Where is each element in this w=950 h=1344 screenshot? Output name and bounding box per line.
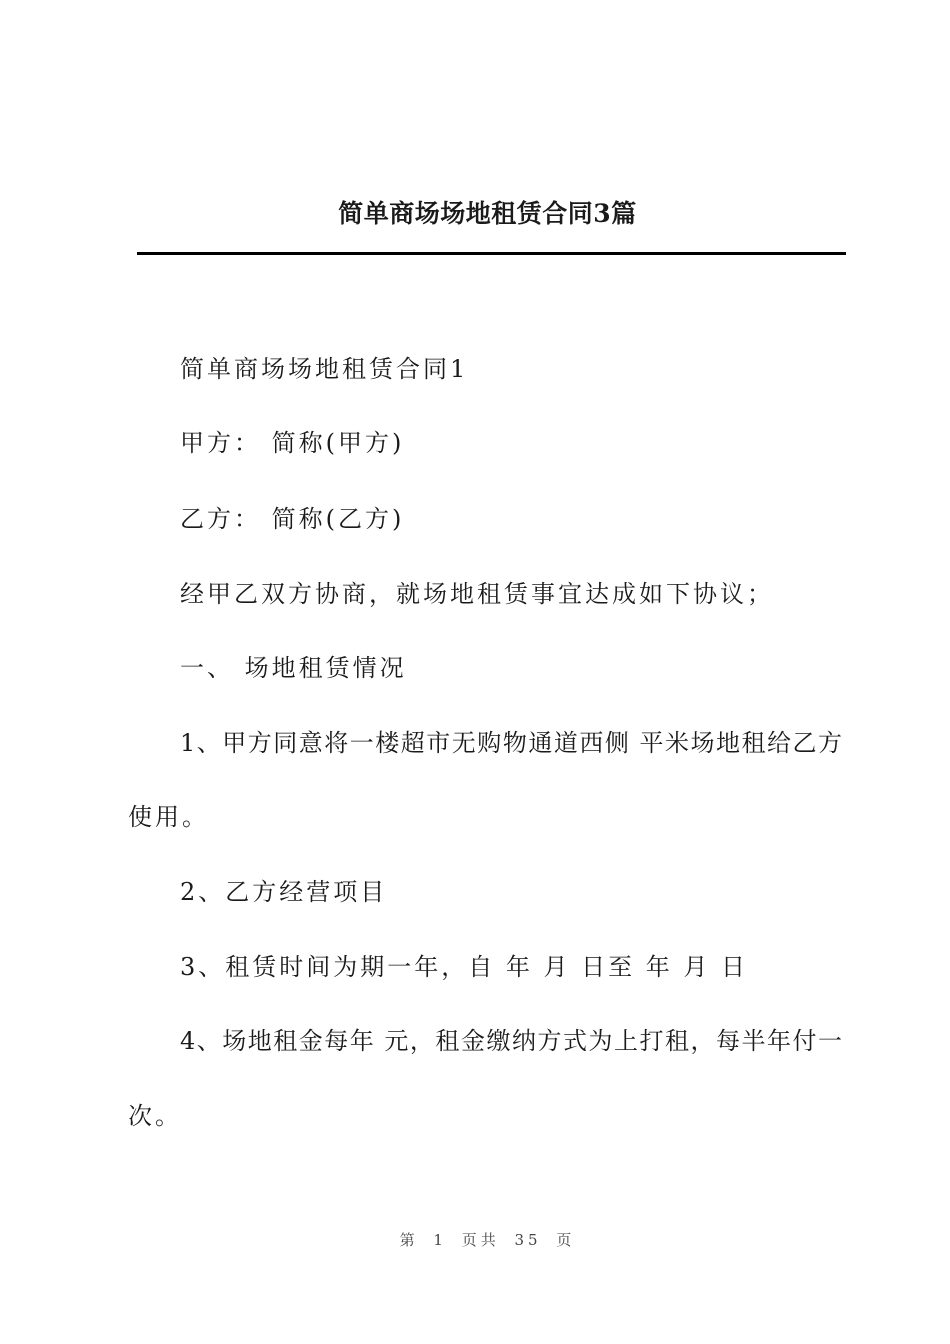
page-number-footer: 第 1 页共 35 页 — [399, 1231, 576, 1249]
clause-1-continuation: 使用。 — [128, 803, 209, 831]
title-underline-divider — [137, 252, 846, 255]
clause-1-line: 1、甲方同意将一楼超市无购物通道西侧 平米场地租给乙方 — [180, 729, 842, 757]
document-title: 简单商场场地租赁合同3篇 — [338, 199, 637, 228]
clause-3-line: 3、租赁时间为期一年，自 年 月 日至 年 月 日 — [180, 953, 749, 981]
agreement-intro: 经甲乙双方协商，就场地租赁事宜达成如下协议； — [180, 580, 774, 608]
party-a-line: 甲方： 简称(甲方) — [180, 429, 405, 457]
clause-heading-1: 一、 场地租赁情况 — [180, 654, 407, 682]
clause-4-continuation: 次。 — [128, 1102, 182, 1130]
clause-4-line: 4、场地租金每年 元，租金缴纳方式为上打租，每半年付一 — [180, 1027, 842, 1055]
clause-2-line: 2、乙方经营项目 — [180, 878, 388, 906]
party-b-line: 乙方： 简称(乙方) — [180, 505, 405, 533]
section-heading: 简单商场场地租赁合同1 — [180, 355, 469, 383]
